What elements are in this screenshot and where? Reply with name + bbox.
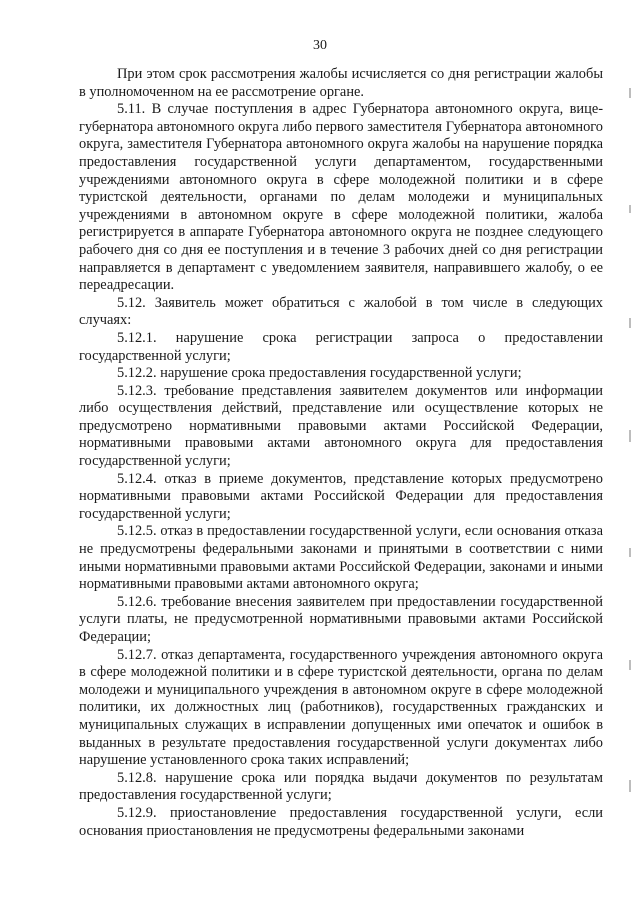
paragraph-5-12-4: 5.12.4. отказ в приеме документов, представление которых предусмотрено нормативными правовыми актами Российской Федерации для предоставления государственной услуги; [79, 470, 603, 522]
paragraph-5-12-8: 5.12.8. нарушение срока или порядка выдачи документов по результатам предоставления государственной услуги; [79, 769, 603, 804]
paragraph-complaint-period: При этом срок рассмотрения жалобы исчисляется со дня регистрации жалобы в уполномоченном на ее рассмотрение органе. [79, 66, 603, 100]
paragraph-5-12-1: 5.12.1. нарушение срока регистрации запроса о предоставлении государственной услуги; [79, 329, 603, 364]
scan-edge-mark [629, 660, 631, 670]
scan-edge-mark [629, 318, 631, 328]
scan-edge-mark [629, 205, 631, 213]
scan-edge-mark [629, 548, 631, 557]
page-number: 30 [313, 38, 327, 53]
scan-edge-mark [629, 88, 631, 98]
scan-edge-mark [629, 430, 631, 442]
paragraph-5-12-9: 5.12.9. приостановление предоставления государственной услуги, если основания приостановления не предусмотрены федеральными законами [79, 804, 603, 839]
paragraph-5-12-7: 5.12.7. отказ департамента, государственного учреждения автономного округа в сфере молодежной политики и в сфере туристской деятельности, органа по делам молодежи и муниципального учреждения в автономном округе в сфере молодежной политики, их должностных лиц (работников), государственных гражданских и муниципальных служащих в исправлении допущенных ими опечаток и ошибок в выданных в результате предоставления государственной услуги документах либо нарушение установленного срока таких исправлений; [79, 646, 603, 769]
scan-edge-mark [629, 780, 631, 792]
paragraph-5-12-3: 5.12.3. требование представления заявителем документов или информации либо осуществления действий, представление или осуществление которых не предусмотрено нормативными правовыми актами Российской Федерации, нормативными правовыми актами автономного округа для предоставления государственной услуги; [79, 382, 603, 470]
paragraph-5-12-5: 5.12.5. отказ в предоставлении государственной услуги, если основания отказа не предусмотрены федеральными законами и принятыми в соответствии с ними иными нормативными правовыми актами Российской Федерации, законами и иными нормативными правовыми актами автономного округа; [79, 523, 603, 593]
paragraph-5-12: 5.12. Заявитель может обратиться с жалобой в том числе в следующих случаях: [79, 294, 603, 329]
paragraph-5-12-2: 5.12.2. нарушение срока предоставления государственной услуги; [117, 365, 522, 382]
paragraph-5-12-6: 5.12.6. требование внесения заявителем при предоставлении государственной услуги платы, не предусмотренной нормативными правовыми актами Российской Федерации; [79, 593, 603, 645]
paragraph-5-11: 5.11. В случае поступления в адрес Губернатора автономного округа, вице-губернатора автономного округа либо первого заместителя Губернатора автономного округа, заместителя Губернатора автономного округа жалобы на нарушение порядка предоставления государственной услуги департаментом, государственными учреждениями автономного округа в сфере молодежной политики и в сфере туристской деятельности, органами по делам молодежи и муниципальных учреждениями в автономном округе в сфере молодежной политики, жалоба регистрируется в аппарате Губернатора автономного округа не позднее следующего рабочего дня со дня ее поступления и в течение 3 рабочих дней со дня регистрации направляется в департамент с уведомлением заявителя, направившего жалобу, о ее переадресации. [79, 101, 603, 294]
document-body [79, 66, 603, 840]
